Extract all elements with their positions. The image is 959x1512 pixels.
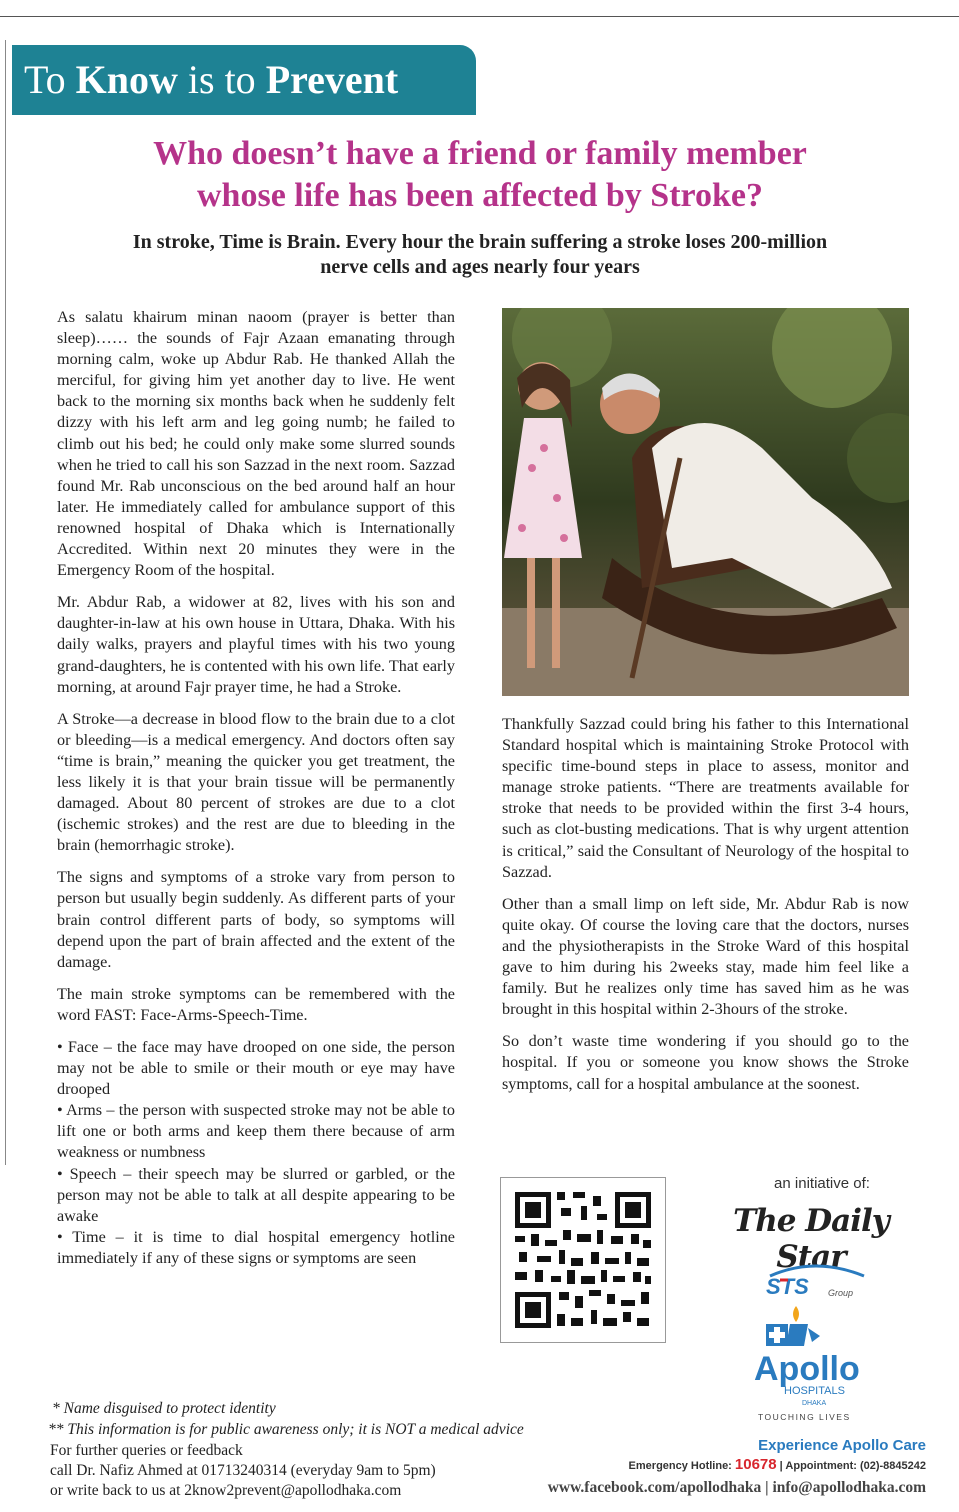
web-contact-line: [440, 1479, 926, 1497]
feedback-intro: For further queries or feedback: [50, 1442, 243, 1459]
email-link[interactable]: info@apollodhaka.com: [772, 1479, 926, 1496]
photo-illustration: [502, 308, 909, 696]
sts-wordmark: STS: [766, 1274, 809, 1299]
left-column: [57, 307, 455, 1269]
hotline-label: Emergency Hotline:: [628, 1460, 735, 1472]
fast-intro-paragraph: The main stroke symptoms can be remembered with the word FAST: Face-Arms-Speech-Time.: [57, 984, 455, 1024]
sts-group-logo: [760, 1262, 870, 1302]
apollo-tagline: TOUCHING LIVES: [758, 1412, 851, 1422]
banner-text-prevent: Prevent: [265, 57, 399, 102]
right-column: [502, 714, 909, 1106]
banner-text-mid: is to: [177, 57, 266, 102]
left-rule: [5, 40, 6, 1165]
subhead-line-2: nerve cells and ages nearly four years: [320, 256, 640, 278]
symptoms-paragraph: The signs and symptoms of a stroke vary from person to person but usually begin suddenly. As different parts of your brain control different parts of body, so symptoms will depend upon the part of brain affected and the extent of the damage.: [57, 868, 455, 971]
grandfather-granddaughter-photo: [502, 308, 909, 696]
fast-bullet-time: • Time – it is time to dial hospital emergency hotline immediately if any of these signs or symptoms are seen: [57, 1227, 455, 1267]
sts-group-label: Group: [828, 1288, 854, 1298]
hotline-line: [560, 1456, 926, 1473]
subheadline: [60, 230, 900, 280]
apollo-dhaka-label: DHAKA: [802, 1400, 827, 1407]
headline: [60, 133, 900, 217]
fast-bullet-speech: • Speech – their speech may be slurred or garbled, or the person may not be able to talk at all despite appearing to be awake: [57, 1164, 455, 1225]
qr-code-icon: [501, 1178, 665, 1342]
apollo-hospitals-logo: [750, 1302, 870, 1424]
fast-bullet-face: • Face – the face may have drooped on one side, the person may not be able to smile or their mouth or eye may have drooped: [57, 1038, 455, 1099]
top-rule: [0, 16, 959, 17]
facebook-link[interactable]: www.facebook.com/apollodhaka: [547, 1479, 762, 1496]
feedback-email: or write back to us at 2know2prevent@apollodhaka.com: [50, 1482, 402, 1499]
banner-text-pre: To: [24, 57, 76, 102]
experience-apollo-care: Experience Apollo Care: [758, 1437, 926, 1454]
fast-bullet-arms: • Arms – the person with suspected stroke may not be able to lift one or both arms and keep them there because of arm weakness or numbness: [57, 1101, 455, 1162]
headline-line-1: Who doesn’t have a friend or family member: [153, 135, 807, 172]
story-paragraph: Mr. Abdur Rab, a widower at 82, lives with his son and daughter-in-law at his own house in Uttara, Dhaka. With his daily walks, prayers and playful times with his two young grand-daughters, he is contented with his own life. That early morning, at around Fajr prayer time, he had a Stroke.: [57, 593, 455, 696]
apollo-logo-icon: [750, 1302, 870, 1424]
initiative-label: an initiative of:: [774, 1175, 870, 1192]
hotline-number[interactable]: 10678: [734, 1456, 777, 1473]
treatment-paragraph: Thankfully Sazzad could bring his father to this International Standard hospital which is maintaining Stroke Protocol with specific time-bound steps in place to assess, monitor and manage stroke patients. “There are treatments available for stroke that needs to be provided within the first 3-4 hours, such as clot-busting medications. That is why urgent attention is critical,” said the Consultant of Neurology of the hospital to Sazzad.: [502, 715, 909, 881]
stroke-definition-paragraph: A Stroke—a decrease in blood flow to the brain due to a clot or bleeding—is a medical emergency. And doctors often say “time is brain,” meaning the quicker you get treatment, the less likely it is that your brain tissue will be permanently damaged. About 80 percent of strokes are due to a clot (ischemic strokes) and the rest are due to bleeding in the brain (hemorrhagic stroke).: [57, 709, 455, 855]
apollo-wordmark: Apollo: [754, 1350, 860, 1388]
campaign-banner: [12, 45, 476, 115]
qr-code[interactable]: [500, 1177, 666, 1343]
recovery-paragraph: Other than a small limp on left side, Mr. Abdur Rab is now quite okay. Of course the loving care that the doctors, nurses and the physiotherapists in the Stroke Ward of this hospital gave to him during his 2weeks stay, made him feel like a family. But he realizes only time has saved him as he was brought in this hospital within 2-3hours of the stroke.: [502, 894, 909, 1019]
banner-text-know: Know: [75, 57, 178, 102]
subhead-line-1: In stroke, Time is Brain. Every hour the brain suffering a stroke loses 200-million: [132, 231, 828, 253]
apollo-hospitals-label: HOSPITALS: [784, 1385, 845, 1397]
footnote-disclaimer: ** This information is for public awareness only; it is NOT a medical advice: [48, 1421, 524, 1438]
sts-logo-icon: [760, 1262, 870, 1302]
headline-line-2: whose life has been affected by Stroke?: [197, 177, 763, 214]
story-paragraph: As salatu khairum minan naoom (prayer is better than sleep)…… the sounds of Fajr Azaan emanating through morning calm, woke up Abdur Rab. He thanked Allah the merciful, for giving him yet another day to live. He went back to the morning six months back when he suddenly felt dizzy with his left arm and leg going numb; he failed to climb out his bed; he could only make some slurred sounds when he tried to call his son Sazzad in the next room. Sazzad found Mr. Rab unconscious on the bed around half an hour later. He immediately called for ambulance support of this renowned hospital of Dhaka which is Internationally Accredited. Within next 20 minutes they were in the Emergency Room of the hospital.: [57, 308, 455, 580]
call-to-action-paragraph: So don’t waste time wondering if you should go to the hospital. If you or someone you know shows the Stroke symptoms, call for a hospital ambulance at the soonest.: [502, 1032, 909, 1093]
daily-star-logo: The Daily Star: [733, 1203, 889, 1275]
appointment-number[interactable]: | Appointment: (02)-8845242: [776, 1460, 926, 1472]
footnote-identity: * Name disguised to protect identity: [52, 1400, 276, 1417]
feedback-phone: call Dr. Nafiz Ahmed at 01713240314 (everyday 9am to 5pm): [50, 1462, 436, 1479]
separator: |: [761, 1479, 773, 1496]
